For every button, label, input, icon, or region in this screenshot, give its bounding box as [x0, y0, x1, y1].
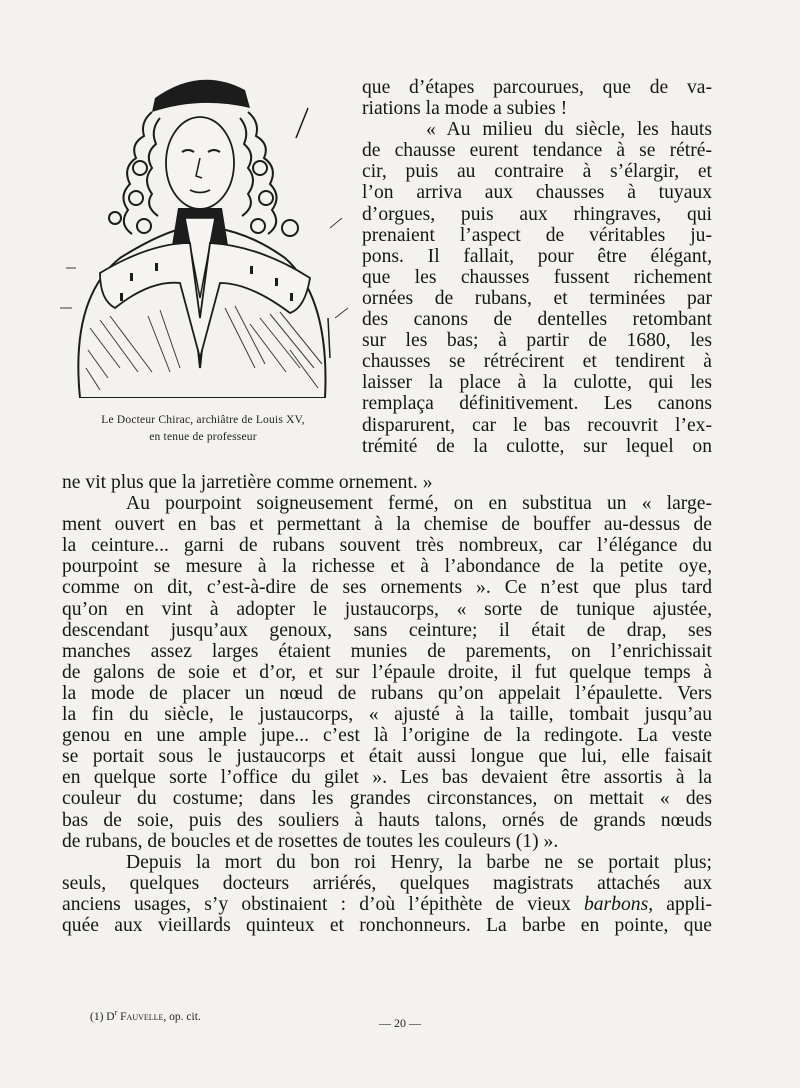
text-line: quée aux vieillards quinteux et ronchonneurs. La barbe en pointe, que: [62, 914, 712, 936]
text-line: anciens usages, s’y obstinaient : d’où l’épithète de vieux barbons, appli-: [62, 893, 712, 915]
right-column-text: [362, 77, 712, 457]
text-line: en quelque sorte l’office du gilet ». Les bas devaient être assortis à la: [62, 767, 712, 789]
text-line: ment ouvert en bas et permettant à la chemise de bouffer au-dessus de: [62, 514, 712, 536]
text-line: de galons de soie et d’or, et sur l’épaule droite, il fut quelque temps à: [62, 661, 712, 683]
text-line: des canons de dentelles retombant: [362, 309, 712, 331]
text-line: que les chausses fussent richement: [362, 266, 712, 288]
text-line: « Au milieu du siècle, les hauts: [426, 119, 712, 141]
text-line: l’on arriva aux chausses à tuyaux: [362, 182, 712, 204]
text-line: la mode de placer un nœud de rubans qu’on appelait l’épaulette. Vers: [62, 682, 712, 704]
text-line: pons. Il fallait, pour être élégant,: [362, 245, 712, 267]
text-line: remplaça définitivement. Les canons: [362, 393, 712, 415]
text-line: sur les bas; à partir de 1680, les: [362, 330, 712, 352]
text-line: Au pourpoint soigneusement fermé, on en substitua un « large-: [126, 493, 712, 515]
text-line: chausses se rétrécirent et tendirent à: [362, 351, 712, 373]
text-line: seuls, quelques docteurs arriérés, quelques magistrats attachés aux: [62, 872, 712, 894]
text-line: riations la mode a subies !: [362, 98, 568, 120]
text-line: qu’on en vint à adopter le justaucorps, « sorte de tunique ajustée,: [62, 598, 712, 620]
footnote-sup: r: [114, 1008, 118, 1017]
text-line: couleur du costume; dans les grandes circonstances, on mettait « des: [62, 788, 712, 810]
text-line: descendant jusqu’aux genoux, sans ceinture; il était de drap, ses: [62, 619, 712, 641]
footnote-rest: , op. cit.: [163, 1010, 201, 1023]
text-line: genou en une ample jupe... c’est là l’origine de la redingote. La veste: [62, 725, 712, 747]
text-line: de chausse eurent tendance à se rétré-: [362, 140, 712, 162]
text-line: la fin du siècle, le justaucorps, « ajusté à la taille, tombait jusqu’au: [62, 704, 712, 726]
figure-caption: [58, 412, 348, 446]
text-line: d’orgues, puis aux rhingraves, qui: [362, 203, 712, 225]
text-line: prenaient l’aspect de véritables ju-: [362, 224, 712, 246]
caption-line-2: en tenue de professeur: [149, 431, 257, 443]
text-line: la ceinture... garni de rubans souvent très nombreux, car l’élégance du: [62, 535, 712, 557]
footnote-marker: (1) D: [90, 1010, 115, 1023]
text-line: cir, puis au contraire à s’élargir, et: [362, 161, 712, 183]
text-line: de rubans, de boucles et de rosettes de toutes les couleurs (1) ».: [62, 830, 559, 852]
text-line: que d’étapes parcourues, que de va-: [362, 77, 712, 98]
text-line: pourpoint se mesure à la richesse et à l’abondance de la petite oye,: [62, 556, 712, 578]
text-line: disparurent, car le bas recouvrit l’ex-: [362, 414, 712, 436]
text-line: trémité de la culotte, sur lequel on: [362, 435, 712, 457]
italic-word: barbons,: [583, 893, 654, 915]
text-line: laisser la place à la culotte, qui les: [362, 372, 712, 394]
portrait-illustration: [60, 68, 350, 398]
footnote-author: Fauvelle: [120, 1010, 164, 1023]
text-line: Depuis la mort du bon roi Henry, la barbe ne se portait plus;: [126, 851, 712, 873]
text-line: ne vit plus que la jarretière comme ornement. »: [62, 472, 433, 493]
text-line: comme on dit, c’est-à-dire de ses ornements ». Ce n’est que plus tard: [62, 577, 712, 599]
page-number: — 20 —: [379, 1016, 421, 1030]
text-line: se portait sous le justaucorps et était aussi longue que lui, elle faisait: [62, 746, 712, 768]
text-line: ornées de rubans, et terminées par: [362, 287, 712, 309]
caption-line-1: Le Docteur Chirac, archiâtre de Louis XV,: [101, 414, 305, 426]
text-line: bas de soie, puis des souliers à hauts talons, ornés de grands nœuds: [62, 809, 712, 831]
text-line: manches assez larges étaient munies de parements, on l’enrichissait: [62, 640, 712, 662]
main-text: [62, 472, 712, 936]
